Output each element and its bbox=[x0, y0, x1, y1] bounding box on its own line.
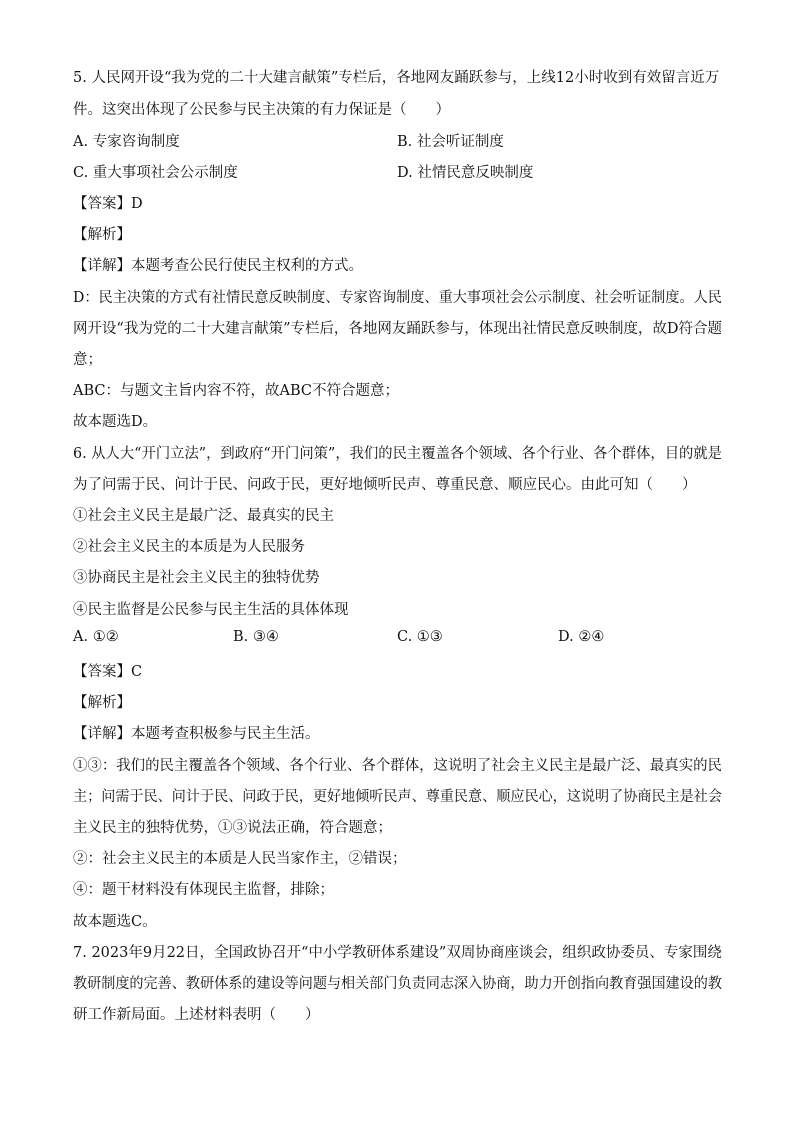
q7-stem-line-3: 研工作新局面。上述材料表明（ ） bbox=[73, 1007, 320, 1023]
q7-stem-line-2: 教研制度的完善、教研体系的建设等问题与相关部门负责同志深入协商，助力开创指向教育强国建设的教 bbox=[73, 976, 722, 992]
q5-option-a: A. 专家咨询制度 bbox=[73, 134, 180, 150]
q5-option-d: D. 社情民意反映制度 bbox=[397, 165, 534, 181]
q5-stem-line-2: 件。这突出体现了公民参与民主决策的有力保证是（ ） bbox=[73, 102, 450, 118]
q6-answer: 【答案】C bbox=[73, 664, 143, 680]
q6-explanation-line-5: ④：题干材料没有体现民主监督，排除； bbox=[73, 882, 334, 898]
q5-answer: 【答案】D bbox=[73, 196, 143, 212]
q6-explanation-line-2: 主；问需于民、问计于民、问政于民，更好地倾听民声、尊重民意、顺应民心，这说明了协商民主是社会 bbox=[73, 789, 722, 805]
q6-item-2: ②社会主义民主的本质是为人民服务 bbox=[73, 539, 305, 555]
q6-conclusion: 故本题选C。 bbox=[73, 914, 157, 930]
q6-explanation-line-4: ②：社会主义民主的本质是人民当家作主，②错误； bbox=[73, 851, 407, 867]
q5-explanation-line-4: ABC：与题文主旨内容不符，故ABC不符合题意； bbox=[73, 383, 399, 399]
q6-stem-line-1: 6. 从人大“开门立法”，到政府“开门问策”，我们的民主覆盖各个领域、各个行业、各个群体，目的就是 bbox=[73, 446, 723, 462]
q5-option-c: C. 重大事项社会公示制度 bbox=[73, 165, 238, 181]
q6-option-c: C. ①③ bbox=[397, 629, 443, 645]
q5-stem-line-1: 5. 人民网开设“我为党的二十大建言献策”专栏后，各地网友踊跃参与，上线12小时收到有效留言近万 bbox=[73, 70, 720, 86]
q5-explanation-line-3: 意； bbox=[73, 352, 102, 368]
q5-option-b: B. 社会听证制度 bbox=[397, 134, 504, 150]
q6-option-a: A. ①② bbox=[73, 629, 119, 645]
q5-conclusion: 故本题选D。 bbox=[73, 414, 158, 430]
q6-item-1: ①社会主义民主是最广泛、最真实的民主 bbox=[73, 508, 334, 524]
q6-detail: 【详解】本题考查积极参与民主生活。 bbox=[73, 726, 320, 742]
q5-explanation-line-2: 网开设“我为党的二十大建言献策”专栏后，各地网友踊跃参与，体现出社情民意反映制度，故D符合题 bbox=[73, 321, 722, 337]
q6-item-3: ③协商民主是社会主义民主的独特优势 bbox=[73, 570, 320, 586]
q6-stem-line-2: 为了问需于民、问计于民、问政于民，更好地倾听民声、尊重民意、顺应民心。由此可知（ ） bbox=[73, 477, 697, 493]
q6-item-4: ④民主监督是公民参与民主生活的具体体现 bbox=[73, 602, 349, 618]
q5-detail: 【详解】本题考查公民行使民主权利的方式。 bbox=[73, 258, 363, 274]
q6-analysis-label: 【解析】 bbox=[73, 695, 131, 711]
q5-analysis-label: 【解析】 bbox=[73, 227, 131, 243]
q6-explanation-line-1: ①③：我们的民主覆盖各个领域、各个行业、各个群体，这说明了社会主义民主是最广泛、最真实的民 bbox=[73, 758, 722, 774]
q6-option-b: B. ③④ bbox=[233, 629, 279, 645]
q5-explanation-line-1: D：民主决策的方式有社情民意反映制度、专家咨询制度、重大事项社会公示制度、社会听证制度。人民 bbox=[73, 290, 722, 306]
q6-option-d: D. ②④ bbox=[558, 629, 605, 645]
q6-explanation-line-3: 主义民主的独特优势，①③说法正确，符合题意； bbox=[73, 820, 392, 836]
q7-stem-line-1: 7. 2023年9月22日，全国政协召开“中小学教研体系建设”双周协商座谈会，组织政协委员、专家围绕 bbox=[73, 945, 722, 961]
